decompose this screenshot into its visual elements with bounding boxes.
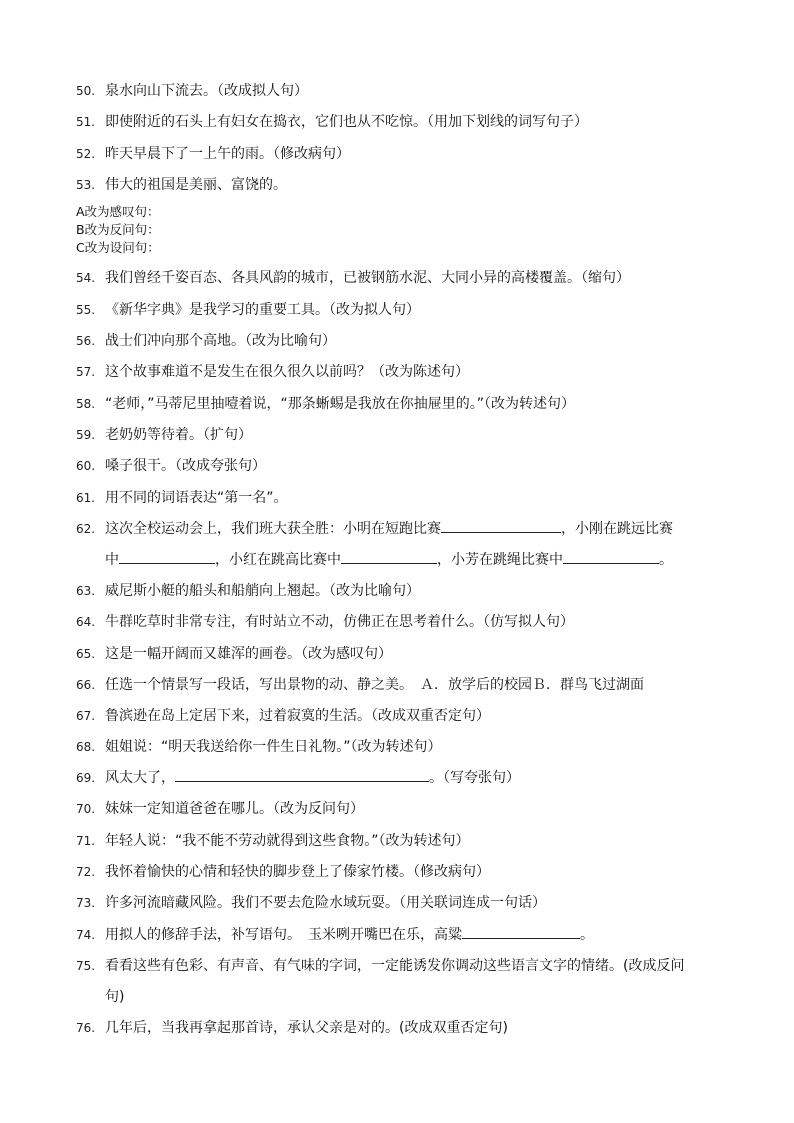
option-b: B改为反问句： <box>76 222 160 237</box>
question-text: 年轻人说：“我不能不劳动就得到这些食物。”（改为转述句） <box>105 833 470 849</box>
option-a: A改为感叹句： <box>76 204 160 219</box>
question-text: 几年后，当我再拿起那首诗，承认父亲是对的。(改成双重否定句) <box>105 1020 508 1036</box>
question-number: 54. <box>76 271 96 285</box>
question-text: 。（写夸张句） <box>429 770 520 786</box>
question-text: 许多河流暗藏风险。我们不要去危险水域玩耍。（用关联词连成一句话） <box>105 895 546 911</box>
question-number: 66. <box>76 678 96 692</box>
question-61 <box>76 487 776 509</box>
question-74 <box>76 924 776 946</box>
question-text: 用不同的词语表达“第一名”。 <box>105 490 288 506</box>
question-text: 伟大的祖国是美丽、富饶的。 <box>105 177 287 193</box>
answer-blank[interactable] <box>441 518 561 533</box>
question-text: 。 <box>580 927 594 943</box>
question-67 <box>76 705 776 727</box>
question-62 <box>76 518 776 540</box>
question-63 <box>76 580 776 602</box>
answer-blank[interactable] <box>462 924 580 939</box>
question-69 <box>76 767 776 789</box>
answer-blank[interactable] <box>175 767 429 782</box>
question-53 <box>76 174 776 196</box>
question-text: 这次全校运动会上，我们班大获全胜：小明在短跑比赛 <box>105 521 441 537</box>
question-text: 鲁滨逊在岛上定居下来，过着寂寞的生活。（改成双重否定句） <box>105 708 490 724</box>
question-text: 昨天早晨下了一上午的雨。（修改病句） <box>105 146 350 162</box>
question-number: 52. <box>76 147 96 161</box>
question-number: 72. <box>76 865 96 879</box>
question-text: 战士们冲向那个高地。（改为比喻句） <box>105 333 336 349</box>
question-number: 57. <box>76 365 96 379</box>
question-number: 69. <box>76 771 96 785</box>
question-50 <box>76 80 776 102</box>
question-71 <box>76 830 776 852</box>
question-number: 53. <box>76 178 96 192</box>
question-64 <box>76 611 776 633</box>
question-number: 71. <box>76 834 96 848</box>
question-58 <box>76 393 776 415</box>
question-number: 67. <box>76 709 96 723</box>
question-text: 我们曾经千姿百态、各具风韵的城市，已被钢筋水泥、大同小异的高楼覆盖。（缩句） <box>105 270 630 286</box>
question-text: 风太大了， <box>105 770 175 786</box>
question-59 <box>76 424 776 446</box>
question-text: ，小芳在跳绳比赛中 <box>437 552 563 568</box>
question-number: 76. <box>76 1021 96 1035</box>
question-number: 51. <box>76 115 96 129</box>
question-text: 姐姐说：“明天我送给你一件生日礼物。”（改为转述句） <box>105 739 442 755</box>
question-text: 用拟人的修辞手法，补写语句。 玉米咧开嘴巴在乐，高粱 <box>105 927 462 943</box>
question-72 <box>76 861 776 883</box>
question-number: 70. <box>76 802 96 816</box>
question-54 <box>76 267 776 289</box>
question-number: 65. <box>76 647 96 661</box>
question-51 <box>76 111 776 133</box>
question-62-continued <box>105 549 673 571</box>
question-52 <box>76 143 776 165</box>
question-text: ，小刚在跳远比赛 <box>561 521 673 537</box>
question-text: ，小红在跳高比赛中 <box>215 552 341 568</box>
question-73 <box>76 892 776 914</box>
question-text: 嗓子很干。（改成夸张句） <box>105 458 266 474</box>
answer-blank[interactable] <box>119 549 215 564</box>
question-text: 妹妹一定知道爸爸在哪儿。（改为反问句） <box>105 801 364 817</box>
question-76 <box>76 1017 776 1039</box>
question-number: 68. <box>76 740 96 754</box>
question-number: 61. <box>76 491 96 505</box>
question-55 <box>76 299 776 321</box>
question-75-continued: 句) <box>105 989 125 1005</box>
question-65 <box>76 643 776 665</box>
question-text: “老师，”马蒂尼里抽噎着说，“那条蜥蜴是我放在你抽屉里的。”（改为转述句） <box>105 396 576 412</box>
question-60 <box>76 455 776 477</box>
question-text: 中 <box>105 552 119 568</box>
question-number: 50. <box>76 84 96 98</box>
question-56 <box>76 330 776 352</box>
question-text: 《新华字典》是我学习的重要工具。（改为拟人句） <box>105 302 420 318</box>
question-number: 75. <box>76 959 96 973</box>
question-number: 56. <box>76 334 96 348</box>
question-number: 73. <box>76 896 96 910</box>
question-number: 64. <box>76 615 96 629</box>
question-70 <box>76 798 776 820</box>
question-text: 。 <box>659 552 673 568</box>
question-number: 55. <box>76 303 96 317</box>
question-text: 这是一幅开阔而又雄浑的画卷。（改为感叹句） <box>105 646 392 662</box>
question-text: 我怀着愉快的心情和轻快的脚步登上了傣家竹楼。（修改病句） <box>105 864 490 880</box>
question-text: 牛群吃草时非常专注，有时站立不动，仿佛正在思考着什么。（仿写拟人句） <box>105 614 574 630</box>
question-text: 泉水向山下流去。（改成拟人句） <box>105 83 308 99</box>
question-57 <box>76 361 776 383</box>
question-text: 威尼斯小艇的船头和船艄向上翘起。（改为比喻句） <box>105 583 420 599</box>
question-number: 58. <box>76 397 96 411</box>
question-66 <box>76 674 776 696</box>
question-text: 任选一个情景写一段话，写出景物的动、静之美。 Ａ．放学后的校园Ｂ．群鸟飞过湖面 <box>105 677 644 693</box>
question-text: 看看这些有色彩、有声音、有气味的字词，一定能诱发你调动这些语言文字的情绪。(改成反问 <box>105 958 685 974</box>
question-number: 59. <box>76 428 96 442</box>
question-text: 这个故事难道不是发生在很久很久以前吗？（改为陈述句） <box>105 364 469 380</box>
question-68 <box>76 736 776 758</box>
question-number: 74. <box>76 928 96 942</box>
question-number: 63. <box>76 584 96 598</box>
question-text: 老奶奶等待着。（扩句） <box>105 427 252 443</box>
question-number: 62. <box>76 522 96 536</box>
question-text: 即使附近的石头上有妇女在捣衣，它们也从不吃惊。（用加下划线的词写句子） <box>105 114 588 130</box>
question-75 <box>76 955 776 977</box>
question-number: 60. <box>76 459 96 473</box>
option-c: C改为设问句： <box>76 240 160 255</box>
answer-blank[interactable] <box>341 549 437 564</box>
answer-blank[interactable] <box>563 549 659 564</box>
